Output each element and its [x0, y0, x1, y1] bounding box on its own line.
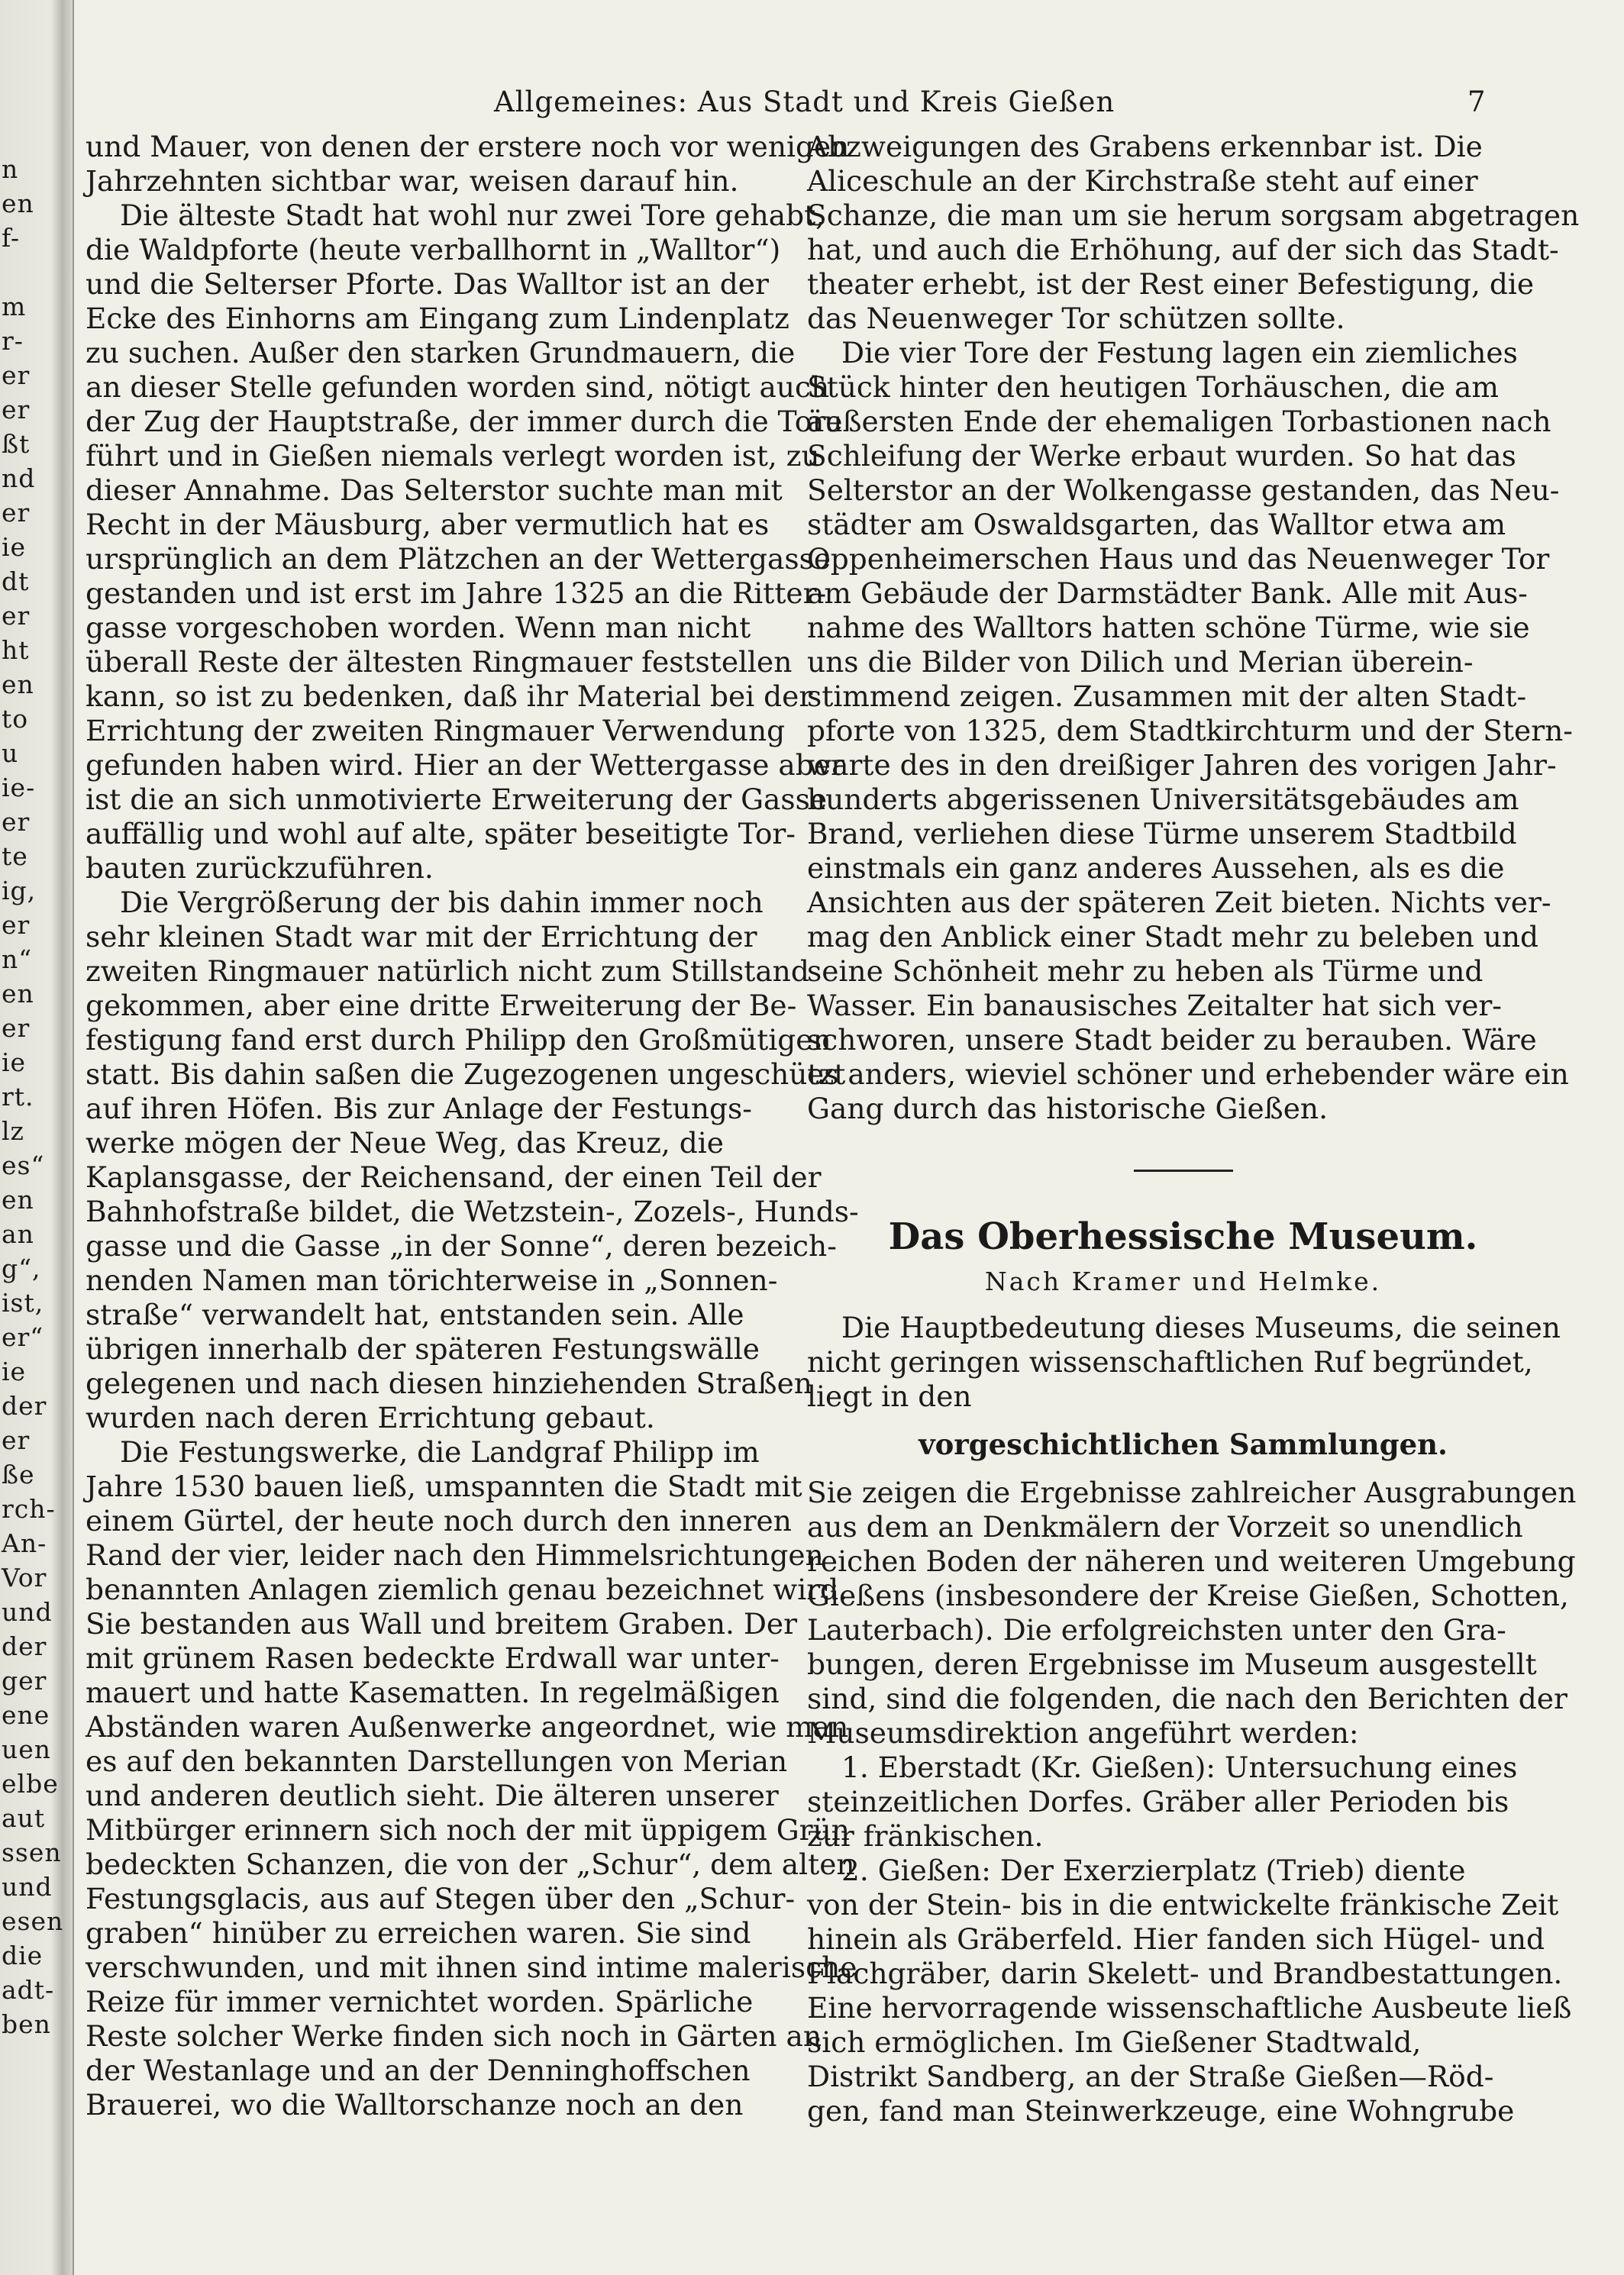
text-line: gekommen, aber eine dritte Erweiterung der Be-: [86, 989, 797, 1022]
text-line: ist die an sich unmotivierte Erweiterung der Gasse: [86, 783, 828, 816]
text-line: uns die Bilder von Dilich und Merian überein-: [807, 645, 1474, 679]
text-line: an dieser Stelle gefunden worden sind, nötigt auch: [86, 370, 830, 404]
facing-page-fragment: lz: [2, 1116, 24, 1146]
text-line: kann, so ist zu bedenken, daß ihr Material bei der: [86, 679, 813, 713]
text-line: graben“ hinüber zu erreichen waren. Sie sind: [86, 1916, 751, 1950]
text-line: Jahre 1530 bauen ließ, umspannten die Stadt mit: [86, 1470, 802, 1503]
text-line: äußersten Ende der ehemaligen Torbastionen nach: [807, 405, 1551, 438]
facing-page-fragment: er: [2, 601, 31, 631]
text-line: der Zug der Hauptstraße, der immer durch die Tore: [86, 405, 843, 438]
facing-page-fragment: es“: [2, 1150, 45, 1180]
text-line: nahme des Walltors hatten schöne Türme, wie sie: [807, 611, 1530, 644]
text-line: führt und in Gießen niemals verlegt worden ist, zu: [86, 439, 820, 473]
text-line: sind, sind die folgenden, die nach den Berichten der: [807, 1682, 1567, 1715]
text-line: warte des in den dreißiger Jahren des vorigen Jahr-: [807, 748, 1557, 782]
text-line: und anderen deutlich sieht. Die älteren unserer: [86, 1779, 779, 1812]
facing-page-fragment: en: [2, 1185, 34, 1215]
text-line: gefunden haben wird. Hier an der Wettergasse aber: [86, 748, 844, 782]
text-line: straße“ verwandelt hat, entstanden sein. Alle: [86, 1298, 744, 1331]
facing-page-fragment: en: [2, 670, 34, 699]
text-line: Rand der vier, leider nach den Himmelsrichtungen: [86, 1538, 824, 1572]
facing-page-fragment: ße: [2, 1460, 35, 1489]
text-line: Gang durch das historische Gießen.: [807, 1092, 1328, 1125]
text-line: bedeckten Schanzen, die von der „Schur“, dem alten: [86, 1847, 855, 1881]
paragraph-city-gates: [86, 130, 850, 886]
text-line: und die Selterser Pforte. Das Walltor ist an der: [86, 267, 769, 301]
facing-page-fragment: rt.: [2, 1082, 34, 1112]
facing-page-fragment: rch-: [2, 1494, 56, 1524]
facing-page-fragment: der: [2, 1631, 47, 1661]
facing-page-fragment: er: [2, 360, 31, 390]
text-line: Recht in der Mäusburg, aber vermutlich hat es: [86, 508, 770, 541]
text-line: überall Reste der ältesten Ringmauer feststellen: [86, 645, 793, 679]
text-line: mauert und hatte Kasematten. In regelmäßigen: [86, 1676, 780, 1709]
text-line: gelegenen und nach diesen hinziehenden Straßen: [86, 1367, 812, 1400]
text-line: einem Gürtel, der heute noch durch den inneren: [86, 1504, 792, 1538]
text-line: der Westanlage und an der Denninghoffschen: [86, 2054, 751, 2087]
facing-page-fragment: ig,: [2, 876, 37, 905]
facing-page-fragment: esen: [2, 1906, 64, 1936]
facing-page-fragment: An-: [2, 1528, 47, 1558]
text-line: auffällig und wohl auf alte, später beseitigte Tor-: [86, 817, 796, 850]
text-line: Kaplansgasse, der Reichensand, der einen Teil der: [86, 1160, 822, 1194]
facing-page-fragment: ie: [2, 1047, 27, 1077]
facing-page-fragment: adt-: [2, 1975, 55, 2005]
text-line: Stück hinter den heutigen Torhäuschen, die am: [807, 370, 1499, 404]
text-line: schworen, unsere Stadt beider zu berauben. Wäre: [807, 1023, 1537, 1057]
facing-page-fragment: Vor: [2, 1563, 47, 1592]
text-line: das Neuenweger Tor schützen sollte.: [807, 302, 1345, 335]
text-line: mit grünem Rasen bedeckte Erdwall war unter-: [86, 1641, 780, 1675]
text-line: Abzweigungen des Grabens erkennbar ist. Die: [807, 130, 1483, 163]
text-line: Die vier Tore der Festung lagen ein ziemliches: [841, 336, 1518, 369]
text-line: städter am Oswaldsgarten, das Walltor etwa am: [807, 508, 1506, 541]
facing-page-fragment: ssen: [2, 1838, 62, 1867]
prehistoric-collections-heading: vorgeschichtlichen Sammlungen.: [919, 1428, 1448, 1461]
list-item-eberstadt: [807, 1751, 1559, 1854]
left-column: [86, 130, 859, 2122]
text-line: aus dem an Denkmälern der Vorzeit so unendlich: [807, 1510, 1523, 1544]
text-line: von der Stein- bis in die entwickelte fränkische Zeit: [807, 1888, 1559, 1922]
text-line: am Gebäude der Darmstädter Bank. Alle mit Aus-: [807, 576, 1528, 610]
text-line: und Mauer, von denen der erstere noch vor wenigen: [86, 130, 850, 163]
text-line: Aliceschule an der Kirchstraße steht auf einer: [807, 164, 1478, 198]
text-line: gasse und die Gasse „in der Sonne“, deren bezeich-: [86, 1229, 837, 1263]
text-line: einstmals ein ganz anderes Aussehen, als es die: [807, 851, 1505, 885]
facing-page-fragment: er: [2, 1013, 31, 1043]
text-line: Lauterbach). Die erfolgreichsten unter den Gra-: [807, 1613, 1506, 1647]
text-line: gestanden und ist erst im Jahre 1325 an die Ritter-: [86, 576, 827, 610]
text-line: zu suchen. Außer den starken Grundmauern, die: [86, 336, 796, 369]
text-line: gasse vorgeschoben worden. Wenn man nicht: [86, 611, 751, 644]
text-line: sich ermöglichen. Im Gießener Stadtwald,: [807, 2025, 1422, 2059]
facing-page-fragment: die: [2, 1941, 44, 1970]
facing-page-fragment: n: [2, 154, 19, 184]
text-line: Sie bestanden aus Wall und breitem Graben. Der: [86, 1607, 798, 1641]
facing-page-fragment: elbe: [2, 1769, 59, 1799]
text-line: auf ihren Höfen. Bis zur Anlage der Festungs-: [86, 1092, 752, 1125]
text-line: reichen Boden der näheren und weiteren Umgebung: [807, 1544, 1576, 1578]
text-line: steinzeitlichen Dorfes. Gräber aller Perioden bis: [807, 1785, 1509, 1818]
text-line: dieser Annahme. Das Selterstor suchte man mit: [86, 473, 783, 507]
facing-page-fragment: ene: [2, 1700, 50, 1730]
text-line: es auf den bekannten Darstellungen von Merian: [86, 1744, 788, 1778]
text-line: Wasser. Ein banausisches Zeitalter hat sich ver-: [807, 989, 1502, 1022]
text-line: nenden Namen man törichterweise in „Sonnen-: [86, 1263, 778, 1297]
facing-page-fragment: ist,: [2, 1288, 44, 1318]
text-line: Festungsglacis, aus auf Stegen über den „Schur-: [86, 1882, 796, 1915]
text-line: Ansichten aus der späteren Zeit bieten. Nichts ver-: [807, 886, 1551, 919]
text-line: 2. Gießen: Der Exerzierplatz (Trieb) diente: [841, 1854, 1466, 1887]
facing-page-fragment: m: [2, 292, 27, 321]
text-line: Brauerei, wo die Walltorschanze noch an den: [86, 2088, 744, 2122]
text-line: pforte von 1325, dem Stadtkirchturm und der Stern-: [807, 714, 1573, 747]
text-line: theater erhebt, ist der Rest einer Befestigung, die: [807, 267, 1535, 301]
text-line: liegt in den: [807, 1380, 972, 1413]
facing-page-fragment: und: [2, 1872, 53, 1902]
text-line: Distrikt Sandberg, an der Straße Gießen—Röd-: [807, 2060, 1494, 2093]
text-line: Errichtung der zweiten Ringmauer Verwendung: [86, 714, 786, 747]
museum-section-subtitle: Nach Kramer und Helmke.: [984, 1267, 1382, 1296]
text-line: Gießens (insbesondere der Kreise Gießen, Schotten,: [807, 1579, 1569, 1612]
text-line: Abständen waren Außenwerke angeordnet, wie man: [86, 1710, 849, 1744]
list-item-giessen: [807, 1854, 1572, 2128]
text-line: benannten Anlagen ziemlich genau bezeichnet wird.: [86, 1573, 848, 1606]
text-line: verschwunden, und mit ihnen sind intime malerische: [86, 1951, 857, 1984]
running-title: Allgemeines: Aus Stadt und Kreis Gießen: [494, 86, 1115, 118]
text-line: hunderts abgerissenen Universitätsgebäudes am: [807, 783, 1519, 816]
facing-page-fragment: ht: [2, 635, 30, 665]
facing-page-fragment: f-: [2, 223, 21, 253]
text-line: Sie zeigen die Ergebnisse zahlreicher Ausgrabungen: [807, 1476, 1577, 1509]
text-line: übrigen innerhalb der späteren Festungswälle: [86, 1332, 760, 1366]
page-header: [74, 86, 1571, 131]
facing-page-fragment: er: [2, 498, 31, 528]
facing-page-fragment: r-: [2, 326, 24, 356]
facing-page-fragment: er: [2, 910, 31, 940]
text-line: Eine hervorragende wissenschaftliche Ausbeute ließ: [807, 1991, 1572, 2025]
museum-section-title: Das Oberhessische Museum.: [888, 1215, 1478, 1258]
paragraph-ditch-branches: [807, 130, 1580, 336]
text-line: Selterstor an der Wolkengasse gestanden, das Neu-: [807, 473, 1560, 507]
text-line: mag den Anblick einer Stadt mehr zu beleben und: [807, 920, 1539, 954]
facing-page-fragment: an: [2, 1219, 34, 1249]
facing-page-fragment: der: [2, 1391, 47, 1421]
facing-page-fragment: to: [2, 704, 29, 734]
text-line: wurden nach deren Errichtung gebaut.: [86, 1401, 655, 1434]
text-line: bauten zurückzuführen.: [86, 851, 434, 885]
text-line: nicht geringen wissenschaftlichen Ruf begründet,: [807, 1345, 1533, 1379]
text-line: Schanze, die man um sie herum sorgsam abgetragen: [807, 198, 1580, 232]
facing-page-fragment: aut: [2, 1803, 46, 1833]
facing-page-fragment: ie-: [2, 773, 36, 802]
text-line: Mitbürger erinnern sich noch der mit üppigem Grün: [86, 1813, 850, 1847]
text-line: werke mögen der Neue Weg, das Kreuz, die: [86, 1126, 724, 1160]
facing-page-fragment: te: [2, 841, 28, 871]
paragraph-excavations: [807, 1476, 1577, 1751]
facing-page-fragment: ie: [2, 1357, 27, 1386]
text-line: Flachgräber, darin Skelett- und Brandbestattungen.: [807, 1957, 1563, 1990]
text-line: hinein als Gräberfeld. Hier fanden sich Hügel- und: [807, 1922, 1545, 1956]
text-line: festigung fand erst durch Philipp den Großmütigen: [86, 1023, 831, 1057]
facing-page-fragment: ie: [2, 532, 27, 562]
text-line: Reize für immer vernichtet worden. Spärliche: [86, 1985, 754, 2018]
text-line: Bahnhofstraße bildet, die Wetzstein-, Zozels-, Hunds-: [86, 1195, 859, 1228]
section-divider: [1134, 1170, 1233, 1172]
text-line: Museumsdirektion angeführt werden:: [807, 1716, 1359, 1750]
paragraph-museum-intro: [807, 1311, 1559, 1414]
text-line: Jahrzehnten sichtbar war, weisen darauf hin.: [86, 164, 739, 198]
text-line: gen, fand man Steinwerkzeuge, eine Wohngrube: [807, 2094, 1515, 2128]
book-page: [73, 0, 1624, 2275]
facing-page-fragment: er: [2, 395, 31, 424]
text-line: ursprünglich an dem Plätzchen an der Wettergasse: [86, 542, 831, 576]
paragraph-fortifications: [86, 1435, 857, 2122]
facing-page-fragment: uen: [2, 1734, 52, 1764]
text-line: Oppenheimerschen Haus und das Neuenweger Tor: [807, 542, 1550, 576]
facing-page-fragment: und: [2, 1597, 53, 1627]
facing-page-fragment: ben: [2, 2009, 51, 2039]
text-line: Die Festungswerke, die Landgraf Philipp im: [120, 1435, 760, 1469]
text-line: bungen, deren Ergebnisse im Museum ausgestellt: [807, 1647, 1537, 1681]
text-line: die Waldpforte (heute verballhornt in „Walltor“): [86, 233, 781, 266]
facing-page-fragment: er: [2, 807, 31, 837]
facing-page-fragment: n“: [2, 944, 33, 974]
paragraph-third-extension: [86, 886, 859, 1435]
facing-page-fragment: g“,: [2, 1254, 41, 1283]
facing-page-fragment: dt: [2, 566, 30, 596]
paragraph-four-gates: [807, 336, 1573, 1126]
text-line: statt. Bis dahin saßen die Zugezogenen ungeschützt: [86, 1057, 846, 1091]
text-line: seine Schönheit mehr zu heben als Türme und: [807, 954, 1484, 988]
facing-page-fragment: er“: [2, 1322, 44, 1352]
facing-page-edge: [0, 0, 73, 2275]
text-line: zur fränkischen.: [807, 1819, 1044, 1853]
facing-page-fragment: ger: [2, 1666, 47, 1696]
text-line: Schleifung der Werke erbaut wurden. So hat das: [807, 439, 1516, 473]
text-line: stimmend zeigen. Zusammen mit der alten Stadt-: [807, 679, 1527, 713]
text-line: Ecke des Einhorns am Eingang zum Lindenplatz: [86, 302, 789, 335]
text-line: sehr kleinen Stadt war mit der Errichtung der: [86, 920, 757, 954]
text-line: zweiten Ringmauer natürlich nicht zum Stillstand: [86, 954, 809, 988]
facing-page-fragment: er: [2, 1425, 31, 1455]
text-line: 1. Eberstadt (Kr. Gießen): Untersuchung eines: [841, 1751, 1518, 1784]
facing-page-fragment: en: [2, 979, 34, 1008]
text-line: Die Hauptbedeutung dieses Museums, die seinen: [841, 1311, 1561, 1344]
facing-page-fragment: en: [2, 189, 34, 218]
page-number: 7: [1467, 86, 1486, 118]
text-line: Die älteste Stadt hat wohl nur zwei Tore gehabt,: [120, 198, 825, 232]
facing-page-fragment: nd: [2, 463, 36, 493]
facing-page-fragment: u: [2, 738, 19, 768]
text-line: hat, und auch die Erhöhung, auf der sich das Stadt-: [807, 233, 1559, 266]
text-line: es anders, wieviel schöner und erhebender wäre ein: [807, 1057, 1569, 1091]
text-line: Die Vergrößerung der bis dahin immer noch: [120, 886, 764, 919]
text-line: Brand, verliehen diese Türme unserem Stadtbild: [807, 817, 1517, 850]
right-column: [807, 130, 1580, 2128]
facing-page-fragment: ßt: [2, 429, 31, 459]
text-line: Reste solcher Werke finden sich noch in Gärten an: [86, 2019, 822, 2053]
